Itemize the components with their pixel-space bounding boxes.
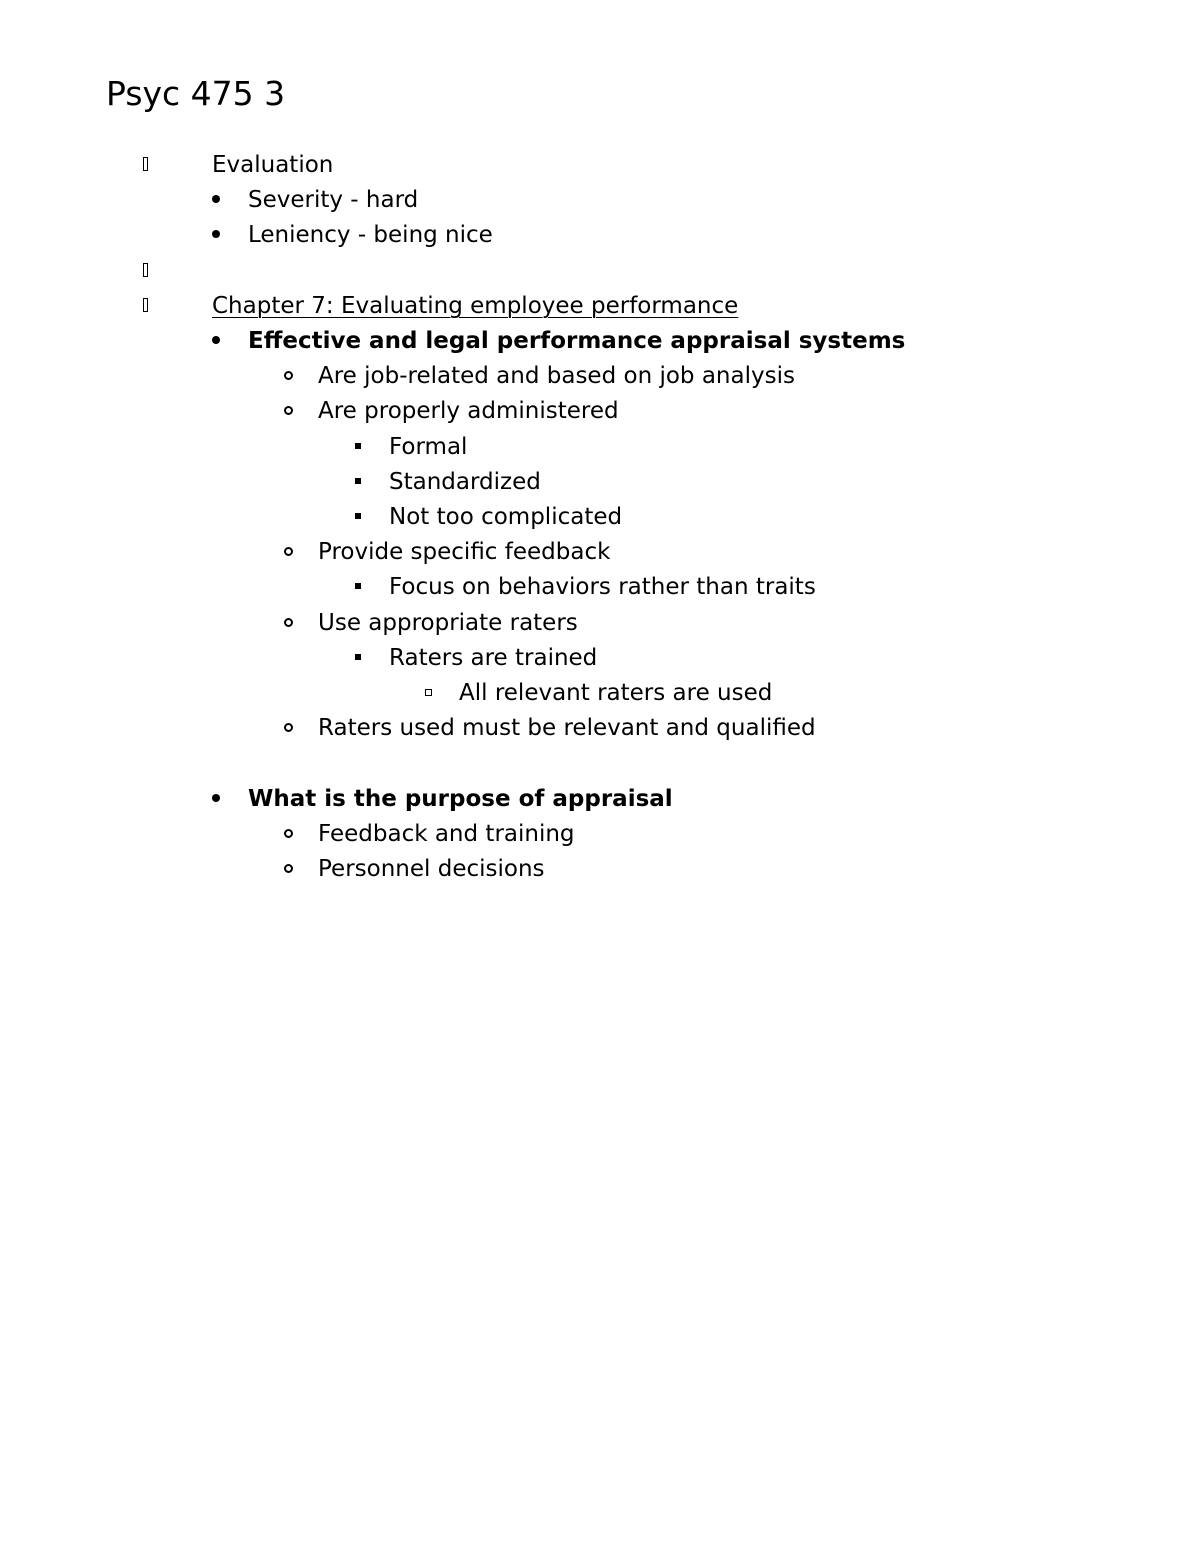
outline-item [0, 324, 1200, 359]
outline-item [0, 676, 1200, 711]
box-bullet-icon [143, 298, 148, 312]
box-bullet-icon [143, 263, 148, 277]
bullet-ring-icon [284, 829, 293, 838]
outline-item [0, 852, 1200, 887]
outline-item [0, 782, 1200, 817]
bullet-ring-icon [284, 618, 293, 627]
bullet-square-icon [355, 513, 361, 519]
outline-item-text: Not too complicated [389, 504, 623, 530]
outline-item [0, 500, 1200, 535]
outline-item-text: Focus on behaviors rather than traits [389, 574, 816, 601]
outline-item [0, 430, 1200, 465]
box-bullet-icon [143, 157, 148, 171]
outline-item-text: Leniency - being nice [248, 222, 493, 249]
bullet-square-icon [355, 654, 361, 660]
bullet-square-icon [355, 583, 361, 589]
outline-item-text: Effective and legal performance appraisal systems [248, 328, 906, 354]
outline-item [0, 465, 1200, 500]
outline-item-text: Are job-related and based on job analysis [318, 363, 795, 390]
outline-item [0, 535, 1200, 570]
outline-item [0, 289, 1200, 324]
outline-item-text: Evaluation [212, 152, 334, 178]
bullet-ring-icon [284, 406, 293, 415]
bullet-ring-icon [284, 723, 293, 732]
outline-item [0, 183, 1200, 218]
bullet-hollow-square-icon [425, 689, 432, 696]
bullet-ring-icon [284, 547, 293, 556]
outline-item [0, 394, 1200, 429]
outline-item-text: Raters used must be relevant and qualified [318, 715, 816, 742]
bullet-ring-icon [284, 371, 293, 380]
outline-item-text: What is the purpose of appraisal [248, 785, 673, 812]
outline-item-text: Feedback and training [318, 820, 575, 847]
outline-item-text: Are properly administered [318, 398, 619, 425]
outline-item [0, 359, 1200, 394]
bullet-dot-icon [212, 230, 220, 238]
document-title: Psyc 475 3 [106, 74, 286, 113]
outline-item [0, 254, 1200, 289]
bullet-dot-icon [212, 794, 220, 802]
outline-item [0, 148, 1200, 183]
bullet-dot-icon [212, 195, 220, 203]
bullet-dot-icon [212, 336, 220, 344]
outline-item [0, 570, 1200, 605]
outline-item-text: All relevant raters are used [459, 680, 773, 706]
outline-item-text: Formal [389, 433, 468, 460]
bullet-square-icon [355, 443, 361, 449]
outline-item-text: Standardized [389, 468, 541, 495]
outline-item-text: Raters are trained [389, 644, 598, 671]
bullet-square-icon [355, 478, 361, 484]
bullet-ring-icon [284, 864, 293, 873]
outline-item [0, 218, 1200, 253]
outline-item [0, 817, 1200, 852]
outline-item-text: Severity - hard [248, 187, 419, 214]
outline-item-text: Use appropriate raters [318, 609, 578, 636]
outline-item [0, 641, 1200, 676]
outline-item [0, 711, 1200, 746]
outline-item-text: Chapter 7: Evaluating employee performance [212, 292, 739, 319]
outline-item-text: Provide specific feedback [318, 539, 611, 566]
outline-item-text: Personnel decisions [318, 856, 545, 882]
outline-item [0, 606, 1200, 641]
